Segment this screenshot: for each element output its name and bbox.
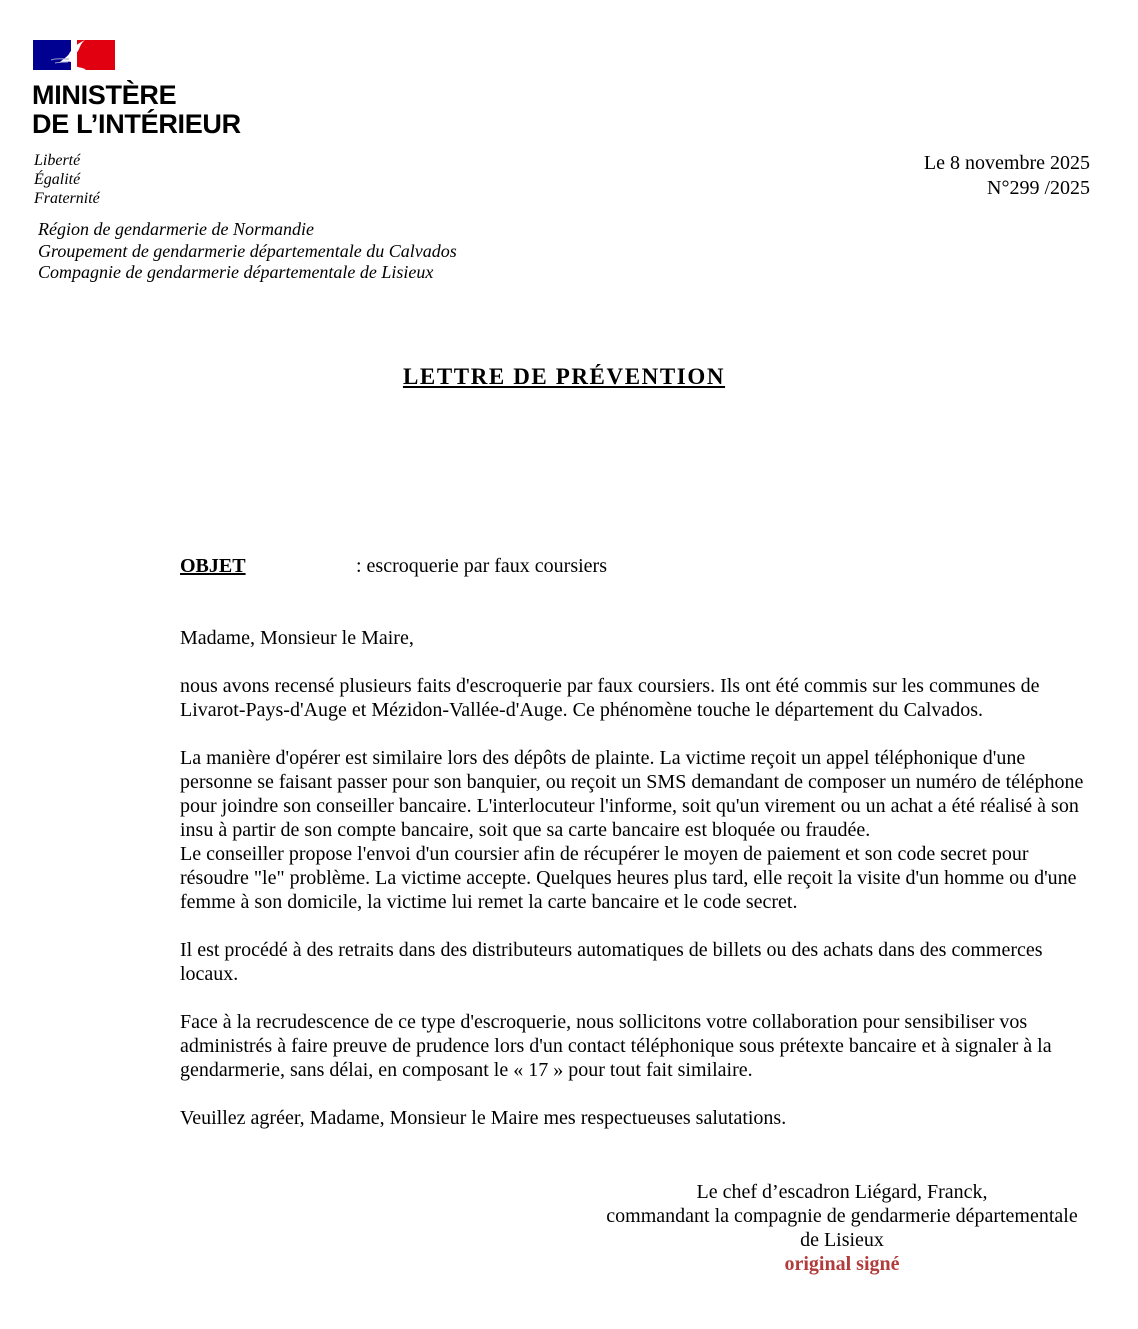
letter-reference: N°299 /2025 <box>987 177 1090 199</box>
paragraph-3: Il est procédé à des retraits dans des distributeurs automatiques de billets ou des achats dans des commerces locaux. <box>180 939 1043 985</box>
salutation: Madame, Monsieur le Maire, <box>180 627 414 649</box>
object-text: : escroquerie par faux coursiers <box>356 555 607 577</box>
signature-line-2: commandant la compagnie de gendarmerie départementale <box>606 1205 1078 1227</box>
object-line <box>180 554 607 578</box>
unit-region: Région de gendarmerie de Normandie <box>38 219 314 239</box>
closing: Veuillez agréer, Madame, Monsieur le Maire mes respectueuses salutations. <box>180 1107 787 1129</box>
republique-francaise-flag-logo <box>33 40 115 70</box>
letter-date: Le 8 novembre 2025 <box>923 152 1090 174</box>
unit-groupement: Groupement de gendarmerie départementale du Calvados <box>38 240 457 261</box>
paragraph-2a: La manière d'opérer est similaire lors des dépôts de plainte. La victime reçoit un appel téléphonique d'une personne se faisant passer pour son banquier, ou reçoit un SMS demandant de composer un numéro de téléphone pour joindre son conseiller bancaire. L'interlocuteur l'informe, soit qu'un virement ou un achat a été réalisé à son insu à partir de son compte bancaire, soit que sa carte bancaire est bloquée ou fraudée. <box>180 747 1084 841</box>
republic-motto <box>34 151 100 208</box>
motto-liberte: Liberté <box>34 152 81 169</box>
motto-egalite: Égalité <box>34 171 81 188</box>
document-title <box>0 364 1128 390</box>
object-label: OBJET <box>180 555 246 577</box>
unit-compagnie: Compagnie de gendarmerie départementale de Lisieux <box>38 262 434 282</box>
signature-line-3: de Lisieux <box>800 1229 884 1251</box>
paragraph-1: nous avons recensé plusieurs faits d'escroquerie par faux coursiers. Ils ont été commis sur les communes de Livarot-Pays-d'Auge et Mézidon-Vallée-d'Auge. Ce phénomène touche le département du Calvados. <box>180 675 1040 721</box>
paragraph-2b: Le conseiller propose l'envoi d'un coursier afin de récupérer le moyen de paiement et son code secret pour résoudre "le" problème. La victime accepte. Quelques heures plus tard, elle reçoit la visite d'un homme ou d'une femme à son domicile, la victime lui remet la carte bancaire et le code secret. <box>180 843 1077 913</box>
letter-body <box>180 626 1096 1154</box>
ministry-line-2: DE L’INTÉRIEUR <box>32 109 241 139</box>
signature-line-1: Le chef d’escadron Liégard, Franck, <box>696 1181 988 1203</box>
document-title-text: LETTRE DE PRÉVENTION <box>402 364 726 389</box>
original-signed: original signé <box>784 1253 900 1275</box>
ministry-line-1: MINISTÈRE <box>32 80 177 110</box>
paragraph-4: Face à la recrudescence de ce type d'escroquerie, nous sollicitons votre collaboration pour sensibiliser vos administrés à faire preuve de prudence lors d'un contact téléphonique sous prétexte bancaire et à signaler à la gendarmerie, sans délai, en composant le « 17 » pour tout fait similaire. <box>180 1011 1052 1081</box>
ministry-name <box>32 81 241 139</box>
signature-block <box>587 1180 1097 1276</box>
gendarmerie-units <box>38 219 457 284</box>
motto-fraternite: Fraternité <box>34 190 100 207</box>
date-reference-block <box>924 151 1090 201</box>
